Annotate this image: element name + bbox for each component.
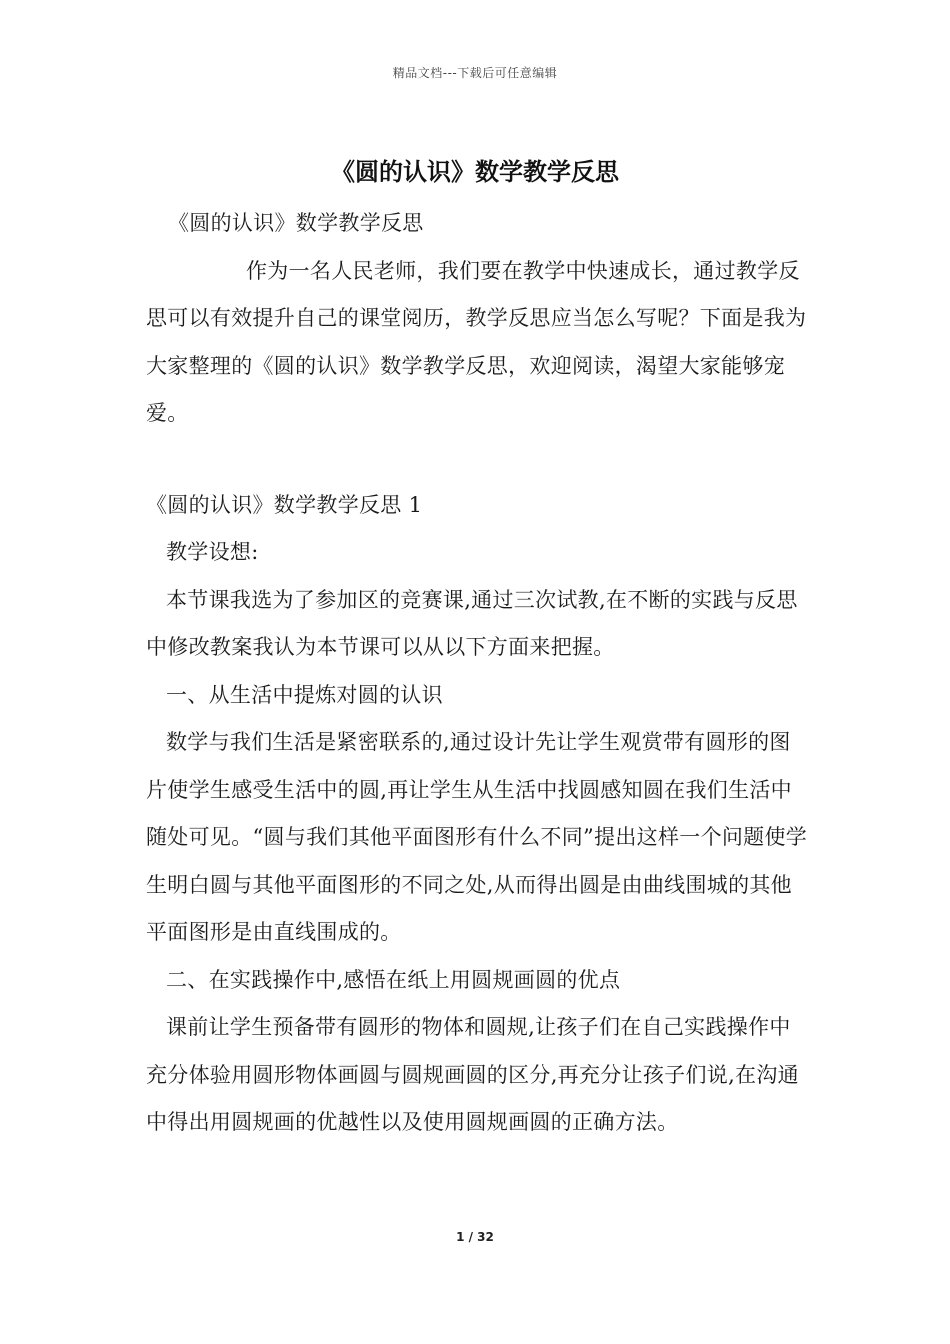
section-heading: 《圆的认识》数学教学反思 1 [146,492,423,517]
intro-paragraph: 作为一名人民老师，我们要在教学中快速成长，通过教学反思可以有效提升自己的课堂阅历，教学反思应当怎么写呢？下面是我为大家整理的《圆的认识》数学教学反思，欢迎阅读，渴望大家能够宠爱。 [146,258,807,425]
spacer [146,438,808,482]
document-subtitle: 《圆的认识》数学教学反思 [168,211,424,235]
paragraph-3: 课前让学生预备带有圆形的物体和圆规,让孩子们在自己实践操作中充分体验用圆形物体画圆与圆规画圆的区分,再充分让孩子们说,在沟通中得出用圆规画的优越性以及使用圆规画圆的正确方法。 [146,1015,799,1134]
point-1-heading: 一、从生活中提炼对圆的认识 [166,682,443,707]
teaching-idea-label: 教学设想: [166,540,259,564]
page-number: 1 / 32 [456,1230,494,1244]
paragraph-1: 本节课我选为了参加区的竞赛课,通过三次试教,在不断的实践与反思中修改教案我认为本节课可以从以下方面来把握。 [146,587,798,659]
paragraph-2: 数学与我们生活是紧密联系的,通过设计先让学生观赏带有圆形的图片使学生感受生活中的圆,再让学生从生活中找圆感知圆在我们生活中随处可见。“圆与我们其他平面图形有什么不同”提出这样一个问题使学生明白圆与其他平面图形的不同之处,从而得出圆是由曲线围城的其他平面图形是由直线围成的。 [146,730,808,944]
point-2-heading: 二、在实践操作中,感悟在纸上用圆规画圆的优点 [166,967,621,992]
page-header: 精品文档---下载后可任意编辑 [392,66,558,80]
document-body [146,200,808,1147]
document-title: 《圆的认识》数学教学反思 [331,158,619,186]
